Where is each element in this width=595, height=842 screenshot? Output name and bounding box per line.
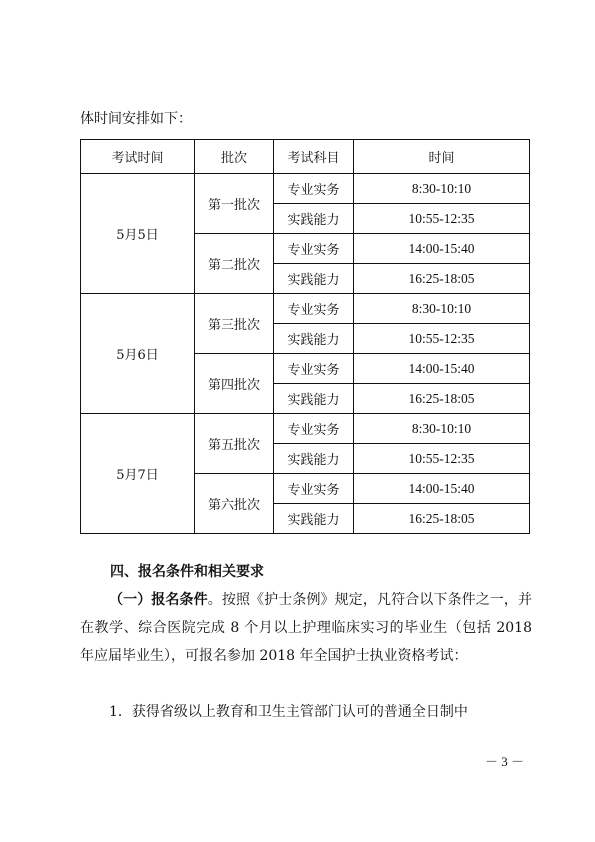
time-cell: 10:55-12:35 bbox=[354, 204, 530, 234]
header-batch: 批次 bbox=[195, 140, 274, 174]
subject-cell: 实践能力 bbox=[274, 444, 354, 474]
subject-cell: 专业实务 bbox=[274, 294, 354, 324]
list-item: 1．获得省级以上教育和卫生主管部门认可的普通全日制中 bbox=[109, 704, 468, 720]
subject-cell: 专业实务 bbox=[274, 414, 354, 444]
time-cell: 16:25-18:05 bbox=[354, 384, 530, 414]
subject-cell: 实践能力 bbox=[274, 324, 354, 354]
batch-cell: 第一批次 bbox=[195, 174, 274, 234]
exam-schedule-table bbox=[80, 139, 530, 534]
subject-cell: 专业实务 bbox=[274, 474, 354, 504]
subject-cell: 专业实务 bbox=[274, 174, 354, 204]
batch-cell: 第六批次 bbox=[195, 474, 274, 534]
intro-text: 体时间安排如下： bbox=[80, 111, 192, 127]
header-time: 时间 bbox=[354, 140, 530, 174]
time-cell: 10:55-12:35 bbox=[354, 324, 530, 354]
time-cell: 14:00-15:40 bbox=[354, 354, 530, 384]
subject-cell: 专业实务 bbox=[274, 234, 354, 264]
time-cell: 14:00-15:40 bbox=[354, 474, 530, 504]
table-row bbox=[81, 174, 530, 204]
exam-date-cell: 5月5日 bbox=[81, 174, 195, 294]
conditions-label: （一）报名条件 bbox=[109, 592, 208, 608]
section-heading: 四、报名条件和相关要求 bbox=[110, 564, 264, 580]
subject-cell: 实践能力 bbox=[274, 504, 354, 534]
table-row bbox=[81, 294, 530, 324]
batch-cell: 第三批次 bbox=[195, 294, 274, 354]
subject-cell: 专业实务 bbox=[274, 354, 354, 384]
exam-date-cell: 5月6日 bbox=[81, 294, 195, 414]
header-exam-date: 考试时间 bbox=[81, 140, 195, 174]
conditions-paragraph bbox=[80, 586, 532, 670]
batch-cell: 第五批次 bbox=[195, 414, 274, 474]
batch-cell: 第四批次 bbox=[195, 354, 274, 414]
time-cell: 16:25-18:05 bbox=[354, 264, 530, 294]
header-subject: 考试科目 bbox=[274, 140, 354, 174]
batch-cell: 第二批次 bbox=[195, 234, 274, 294]
table-row bbox=[81, 414, 530, 444]
time-cell: 8:30-10:10 bbox=[354, 414, 530, 444]
page-number: － 3 － bbox=[485, 754, 525, 769]
conditions-text: 。按照《护士条例》规定，凡符合以下条件之一，并在教学、综合医院完成 8 个月以上护理临床实习的毕业生（包括 2018 年应届毕业生），可报名参加 2018 年全国护士执业资格考试： bbox=[80, 592, 533, 664]
subject-cell: 实践能力 bbox=[274, 204, 354, 234]
time-cell: 8:30-10:10 bbox=[354, 294, 530, 324]
time-cell: 10:55-12:35 bbox=[354, 444, 530, 474]
time-cell: 14:00-15:40 bbox=[354, 234, 530, 264]
time-cell: 8:30-10:10 bbox=[354, 174, 530, 204]
subject-cell: 实践能力 bbox=[274, 384, 354, 414]
time-cell: 16:25-18:05 bbox=[354, 504, 530, 534]
exam-date-cell: 5月7日 bbox=[81, 414, 195, 534]
table-header-row bbox=[81, 140, 530, 174]
subject-cell: 实践能力 bbox=[274, 264, 354, 294]
